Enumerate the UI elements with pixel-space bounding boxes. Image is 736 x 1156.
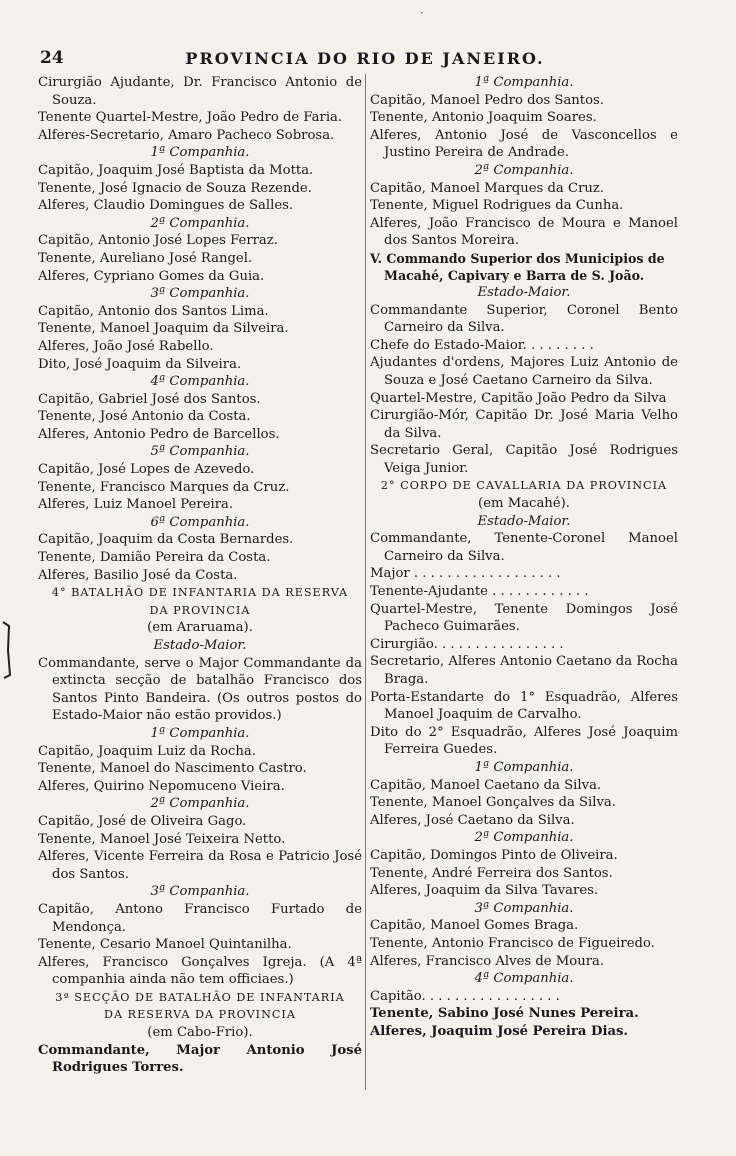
unit-heading: 2° CORPO DE CAVALLARIA DA PROVINCIA bbox=[380, 479, 668, 493]
roster-line: Capitão, Gabriel José dos Santos. bbox=[38, 391, 261, 407]
company-heading: Estado-Maior. bbox=[477, 513, 571, 529]
roster-entry: Quartel-Mestre, Tenente Domingos José Pacheco Guimarães. bbox=[370, 601, 678, 635]
roster-entry: Cirurgião Ajudante, Dr. Francisco Antonio de Souza. bbox=[38, 75, 362, 108]
roster-line: Alferes, José Caetano da Silva. bbox=[370, 812, 575, 828]
location-note: (em Cabo-Frio). bbox=[147, 1025, 253, 1041]
roster-line: Capitão. . . . . . . . . . . . . . . . . bbox=[370, 988, 560, 1004]
company-heading: 4ª Companhia. bbox=[474, 971, 574, 987]
roster-line: Major . . . . . . . . . . . . . . . . . . bbox=[370, 566, 561, 582]
roster-line: Tenente, Damião Pereira da Costa. bbox=[38, 550, 271, 566]
roster-line: Capitão, Joaquim da Costa Bernardes. bbox=[38, 532, 294, 548]
roster-line: Alferes, Quirino Nepomuceno Vieira. bbox=[38, 778, 285, 794]
roster-entry: Secretario Geral, Capitão José Rodrigues Veiga Junior. bbox=[370, 443, 678, 476]
section-heading: V. Commando Superior dos Municipios de Macahé, Capivary e Barra de S. João. bbox=[370, 250, 665, 283]
roster-line: Capitão, José Lopes de Azevedo. bbox=[38, 462, 255, 478]
company-heading: 3ª Companhia. bbox=[150, 884, 250, 900]
roster-line: Tenente, Sabino José Nunes Pereira. bbox=[370, 1006, 639, 1022]
roster-entry: Ajudantes d'ordens, Majores Luiz Antonio de Souza e José Caetano Carneiro da Silva. bbox=[370, 355, 678, 388]
roster-entry: Commandante, Tenente-Coronel Manoel Carneiro da Silva. bbox=[370, 531, 678, 564]
roster-entry: Alferes, Vicente Ferreira da Rosa e Patricio José dos Santos. bbox=[38, 849, 362, 882]
roster-line: Alferes, João José Rabello. bbox=[38, 338, 214, 354]
roster-line: Capitão, Manoel Gomes Braga. bbox=[370, 918, 579, 934]
roster-line: Chefe do Estado-Maior. . . . . . . . . bbox=[370, 337, 594, 353]
company-heading: 6ª Companhia. bbox=[150, 514, 250, 530]
company-heading: 2ª Companhia. bbox=[474, 162, 574, 178]
roster-line: Tenente, Miguel Rodrigues da Cunha. bbox=[370, 198, 624, 214]
company-heading: 2ª Companhia. bbox=[150, 796, 250, 812]
roster-line: Tenente, Francisco Marques da Cruz. bbox=[38, 479, 290, 495]
unit-heading: DA PROVINCIA bbox=[149, 603, 251, 617]
roster-line: Tenente, Manoel José Teixeira Netto. bbox=[38, 831, 286, 847]
roster-line: Capitão, Manoel Caetano da Silva. bbox=[370, 777, 602, 793]
company-heading: 2ª Companhia. bbox=[474, 830, 574, 846]
roster-entry: Cirurgião-Mór, Capitão Dr. José Maria Velho da Silva. bbox=[370, 408, 678, 441]
roster-line: Tenente, Antonio Francisco de Figueiredo. bbox=[370, 935, 655, 951]
column-divider bbox=[365, 74, 366, 1090]
roster-entry: Tenente Quartel-Mestre, João Pedro de Faria. bbox=[38, 110, 343, 126]
roster-entry: Commandante, Major Antonio José Rodrigues Torres. bbox=[38, 1042, 362, 1076]
roster-entry: Alferes-Secretario, Amaro Pacheco Sobrosa. bbox=[38, 127, 335, 143]
roster-line: Alferes, Basilio José da Costa. bbox=[38, 567, 238, 583]
roster-entry: Commandante Superior, Coronel Bento Carneiro da Silva. bbox=[370, 302, 678, 336]
print-mark: · bbox=[420, 6, 424, 20]
location-note: (em Araruama). bbox=[147, 620, 253, 636]
roster-entry: Commandante, serve o Major Commandante da extincta secção de batalhão Francisco dos Santos Pinto Bandeira. (Os outros postos do Estado-Maior não estão providos.) bbox=[38, 655, 362, 724]
company-heading: Estado-Maior. bbox=[153, 638, 247, 653]
margin-bracket-mark bbox=[0, 620, 12, 680]
company-heading: 4ª Companhia. bbox=[150, 374, 250, 390]
roster-line: Capitão, Antonio José Lopes Ferraz. bbox=[38, 233, 278, 249]
roster-line: Alferes, Joaquim da Silva Tavares. bbox=[370, 883, 599, 899]
company-heading: 3ª Companhia. bbox=[150, 286, 250, 302]
roster-line: Capitão, Domingos Pinto de Oliveira. bbox=[370, 847, 618, 863]
roster-line: Tenente, André Ferreira dos Santos. bbox=[370, 865, 613, 881]
roster-line: Alferes, Joaquim José Pereira Dias. bbox=[370, 1023, 629, 1039]
roster-line: Alferes, Claudio Domingues de Salles. bbox=[38, 198, 294, 214]
roster-line: Tenente, José Antonio da Costa. bbox=[38, 409, 251, 425]
roster-line: Tenente, Manoel Gonçalves da Silva. bbox=[370, 795, 616, 811]
unit-heading: 3ª SECÇÃO DE BATALHÃO DE INFANTARIA bbox=[55, 990, 345, 1004]
roster-line: Alferes, Luiz Manoel Pereira. bbox=[38, 497, 234, 513]
right-column bbox=[370, 74, 678, 1040]
page-title: PROVINCIA DO RIO DE JANEIRO. bbox=[185, 48, 545, 68]
roster-line: Quartel-Mestre, Capitão João Pedro da Silva bbox=[370, 390, 667, 406]
roster-line: Tenente, Aureliano José Rangel. bbox=[38, 250, 253, 266]
roster-line: Tenente-Ajudante . . . . . . . . . . . . bbox=[370, 584, 589, 600]
unit-heading: 4° BATALHÃO DE INFANTARIA DA RESERVA bbox=[51, 586, 349, 600]
roster-entry: Secretario, Alferes Antonio Caetano da Rocha Braga. bbox=[370, 654, 678, 687]
company-heading: 1ª Companhia. bbox=[150, 725, 250, 741]
roster-entry: Alferes, João Francisco de Moura e Manoel dos Santos Moreira. bbox=[370, 215, 678, 249]
location-note: (em Macahé). bbox=[478, 496, 570, 512]
roster-entry: Capitão, Antono Francisco Furtado de Mendonça. bbox=[38, 901, 362, 935]
roster-line: Tenente, Manoel do Nascimento Castro. bbox=[38, 761, 307, 777]
roster-line: Tenente, Manoel Joaquim da Silveira. bbox=[38, 321, 289, 337]
roster-line: Capitão, Joaquim José Baptista da Motta. bbox=[38, 162, 314, 178]
page-header bbox=[40, 46, 690, 70]
company-heading: 2ª Companhia. bbox=[150, 215, 250, 231]
company-heading: 1ª Companhia. bbox=[474, 759, 574, 775]
roster-entry: Alferes, Antonio José de Vasconcellos e Justino Pereira de Andrade. bbox=[370, 127, 678, 161]
unit-heading: DA RESERVA DA PROVINCIA bbox=[104, 1008, 296, 1022]
roster-entry: Porta-Estandarte do 1° Esquadrão, Alferes Manoel Joaquim de Carvalho. bbox=[370, 689, 678, 723]
roster-line: Capitão, Manoel Marques da Cruz. bbox=[370, 180, 605, 196]
roster-line: Dito, José Joaquim da Silveira. bbox=[38, 356, 242, 372]
left-column bbox=[38, 74, 362, 1077]
roster-line: Alferes, Francisco Alves de Moura. bbox=[370, 953, 605, 969]
roster-line: Capitão, Antonio dos Santos Lima. bbox=[38, 303, 269, 319]
roster-line: Alferes, Antonio Pedro de Barcellos. bbox=[38, 426, 280, 442]
company-heading: 1ª Companhia. bbox=[474, 75, 574, 90]
company-heading: 5ª Companhia. bbox=[150, 444, 250, 460]
company-heading: 1ª Companhia. bbox=[150, 145, 250, 161]
page-number: 24 bbox=[40, 48, 64, 68]
roster-entry: Dito do 2° Esquadrão, Alferes José Joaquim Ferreira Guedes. bbox=[370, 724, 678, 758]
roster-line: Tenente, Cesario Manoel Quintanilha. bbox=[38, 937, 292, 953]
roster-line: Capitão, José de Oliveira Gago. bbox=[38, 813, 247, 829]
roster-line: Tenente, Antonio Joaquim Soares. bbox=[370, 110, 597, 126]
roster-line: Capitão, Joaquim Luiz da Rocha. bbox=[38, 743, 256, 759]
roster-line: Capitão, Manoel Pedro dos Santos. bbox=[370, 92, 605, 108]
roster-line: Tenente, José Ignacio de Souza Rezende. bbox=[38, 180, 312, 196]
roster-entry: Alferes, Francisco Gonçalves Igreja. (A 4ª companhia ainda não tem officiaes.) bbox=[38, 954, 362, 988]
company-heading: Estado-Maior. bbox=[477, 284, 571, 300]
roster-line: Cirurgião. . . . . . . . . . . . . . . . bbox=[370, 636, 564, 652]
company-heading: 3ª Companhia. bbox=[474, 900, 574, 916]
roster-line: Alferes, Cypriano Gomes da Guia. bbox=[38, 268, 265, 284]
